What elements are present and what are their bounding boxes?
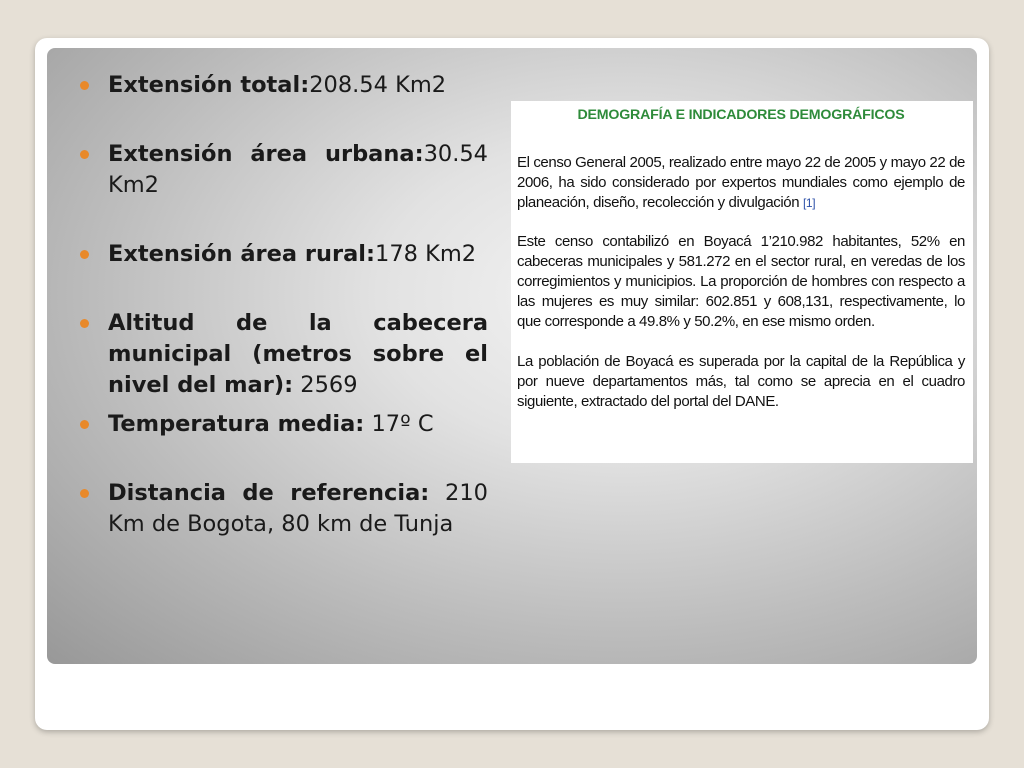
bullet-urban-area	[78, 139, 488, 201]
bullet-value: 17º C	[364, 411, 434, 437]
bullet-dot-icon	[80, 250, 89, 259]
bullet-value: 30.54 Km2	[108, 141, 488, 198]
population-paragraph: Este censo contabilizó en Boyacá 1’210.982 habitantes, 52% en cabeceras municipales y 581.272 en el sector rural, en veredas de los corregimientos y municipios. La proporción de hombres con respecto a las mujeres es muy similar: 602.851 y 608,131, respectivamente, lo que corresponde a 49.8% y 50.2%, en ese mismo orden.	[517, 233, 965, 330]
bullet-label: Temperatura media:	[108, 411, 365, 437]
bullet-altitude	[78, 308, 488, 401]
bullet-label: Extensión total:	[108, 72, 310, 98]
bullet-dot-icon	[80, 420, 89, 429]
bullet-temperature	[78, 409, 488, 440]
bullet-label: Altitud de la cabecera municipal (metros sobre el nivel del mar):	[108, 310, 488, 398]
bullet-list	[78, 70, 488, 540]
bullet-dot-icon	[80, 150, 89, 159]
census-text: El censo General 2005, realizado entre mayo 22 de 2005 y mayo 22 de 2006, ha sido considerado por expertos mundiales como ejemplo de planeación, diseño, recolección y divulgación	[517, 154, 965, 211]
census-paragraph	[517, 153, 965, 213]
bullet-total-extension	[78, 70, 488, 101]
bullet-label: Extensión área rural:	[108, 241, 375, 267]
bullet-dot-icon	[80, 489, 89, 498]
bullet-rural-area	[78, 239, 488, 270]
demographics-image	[511, 101, 973, 463]
bullet-dot-icon	[80, 81, 89, 90]
bullet-label: Distancia de referencia:	[108, 480, 430, 506]
reference-link[interactable]: [1]	[802, 196, 816, 210]
demographics-title: DEMOGRAFÍA E INDICADORES DEMOGRÁFICOS	[577, 107, 905, 123]
bullet-value: 208.54 Km2	[309, 72, 447, 98]
bullet-value: 178 Km2	[375, 241, 477, 267]
ranking-paragraph: La población de Boyacá es superada por la capital de la República y por nueve departamentos más, tal como se aprecia en el cuadro siguiente, extractado del portal del DANE.	[517, 353, 965, 410]
bullet-value: 210 Km de Bogota, 80 km de Tunja	[108, 480, 488, 537]
bullet-value: 2569	[293, 372, 358, 398]
bullet-label: Extensión área urbana:	[108, 141, 424, 167]
bullet-distance	[78, 478, 488, 540]
bullet-dot-icon	[80, 319, 89, 328]
